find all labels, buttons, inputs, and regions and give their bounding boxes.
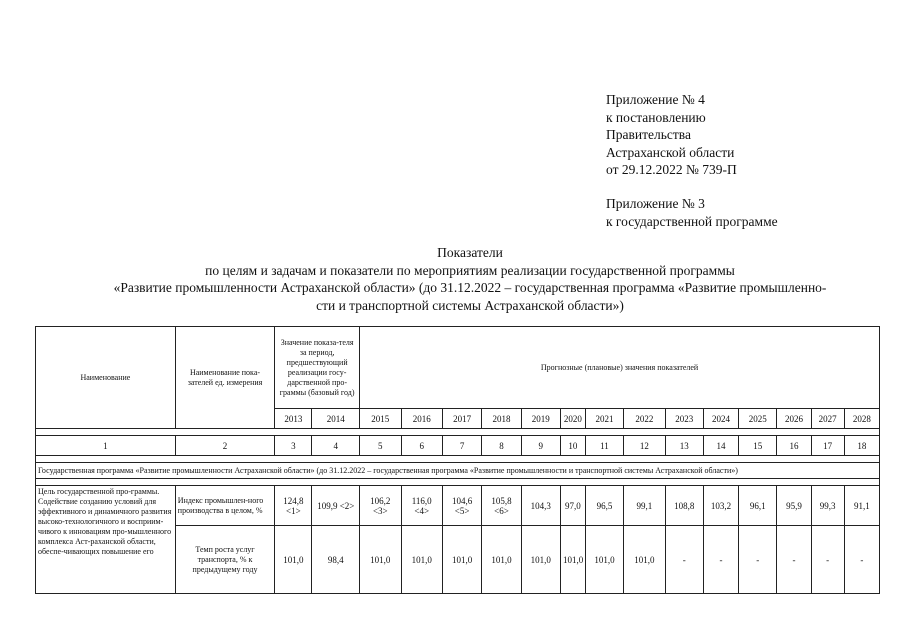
title-line: «Развитие промышленности Астраханской области» (до 31.12.2022 – государственная программа «Развитие промышленно- bbox=[113, 280, 827, 295]
value-cell: - bbox=[844, 526, 879, 594]
appendix-block bbox=[606, 91, 778, 230]
appendix-line: Приложение № 3 bbox=[606, 195, 705, 211]
column-number: 17 bbox=[811, 436, 844, 456]
value-cell: 96,5 bbox=[585, 486, 623, 526]
value-cell: 101,0 bbox=[521, 526, 560, 594]
year-cell: 2022 bbox=[624, 409, 665, 429]
value-cell: 99,3 bbox=[811, 486, 844, 526]
year-cell: 2026 bbox=[777, 409, 811, 429]
appendix-line: к постановлению bbox=[606, 109, 706, 125]
title-line: Показатели bbox=[437, 245, 503, 260]
document-title bbox=[60, 244, 880, 314]
column-number: 8 bbox=[482, 436, 521, 456]
column-number: 3 bbox=[275, 436, 312, 456]
year-cell: 2024 bbox=[703, 409, 738, 429]
title-line: по целям и задачам и показатели по мероприятиям реализации государственной программы bbox=[205, 262, 735, 278]
value-cell: - bbox=[777, 526, 811, 594]
header-row bbox=[36, 327, 880, 409]
value-cell: 104,3 bbox=[521, 486, 560, 526]
value-cell: 103,2 bbox=[703, 486, 738, 526]
header-indicator: Наименование пока-зателей ед. измерения bbox=[175, 327, 274, 429]
indicator-cell: Темп роста услуг транспорта, % к предыдущему году bbox=[175, 526, 274, 594]
value-cell: 95,9 bbox=[777, 486, 811, 526]
separator-row bbox=[36, 429, 880, 436]
column-number: 13 bbox=[665, 436, 703, 456]
year-cell: 2020 bbox=[560, 409, 585, 429]
column-number: 16 bbox=[777, 436, 811, 456]
appendix-line: от 29.12.2022 № 739-П bbox=[606, 162, 737, 178]
column-number: 18 bbox=[844, 436, 879, 456]
separator-row bbox=[36, 456, 880, 463]
value-cell: 105,8 <6> bbox=[482, 486, 521, 526]
program-title-cell: Государственная программа «Развитие промышленности Астраханской области» (до 31.12.2022 – государственная программа «Развитие промышленности и транспортной системы Астраханской области») bbox=[36, 463, 880, 479]
value-cell: 108,8 bbox=[665, 486, 703, 526]
year-cell: 2025 bbox=[739, 409, 777, 429]
column-number: 5 bbox=[360, 436, 401, 456]
value-cell: - bbox=[703, 526, 738, 594]
value-cell: - bbox=[811, 526, 844, 594]
value-cell: 97,0 bbox=[560, 486, 585, 526]
column-number: 9 bbox=[521, 436, 560, 456]
column-number: 1 bbox=[36, 436, 176, 456]
value-cell: 101,0 bbox=[624, 526, 665, 594]
column-number: 2 bbox=[175, 436, 274, 456]
value-cell: 101,0 bbox=[275, 526, 312, 594]
column-number: 10 bbox=[560, 436, 585, 456]
title-line: сти и транспортной системы Астраханской области») bbox=[316, 297, 624, 313]
column-number: 15 bbox=[739, 436, 777, 456]
year-cell: 2016 bbox=[401, 409, 442, 429]
appendix-line: к государственной программе bbox=[606, 213, 778, 229]
indicator-cell: Индекс промышлен-ного производства в целом, % bbox=[175, 486, 274, 526]
year-cell: 2023 bbox=[665, 409, 703, 429]
header-forecast: Прогнозные (плановые) значения показателей bbox=[360, 327, 880, 409]
column-number: 12 bbox=[624, 436, 665, 456]
value-cell: 101,0 bbox=[585, 526, 623, 594]
appendix-line: Астраханской области bbox=[606, 144, 735, 160]
separator-row bbox=[36, 479, 880, 486]
appendix-line: Правительства bbox=[606, 127, 691, 143]
value-cell: 98,4 bbox=[312, 526, 360, 594]
value-cell: 101,0 bbox=[560, 526, 585, 594]
year-cell: 2018 bbox=[482, 409, 521, 429]
value-cell: 101,0 bbox=[401, 526, 442, 594]
year-cell: 2027 bbox=[811, 409, 844, 429]
value-cell: 124,8 <1> bbox=[275, 486, 312, 526]
appendix-gap bbox=[606, 179, 778, 195]
value-cell: 116,0 <4> bbox=[401, 486, 442, 526]
header-name: Наименование bbox=[36, 327, 176, 429]
year-cell: 2015 bbox=[360, 409, 401, 429]
value-cell: 91,1 bbox=[844, 486, 879, 526]
program-row bbox=[36, 463, 880, 479]
year-cell: 2017 bbox=[442, 409, 481, 429]
value-cell: 99,1 bbox=[624, 486, 665, 526]
value-cell: 96,1 bbox=[739, 486, 777, 526]
year-cell: 2028 bbox=[844, 409, 879, 429]
value-cell: 101,0 bbox=[482, 526, 521, 594]
column-numbers-row bbox=[36, 436, 880, 456]
value-cell: - bbox=[665, 526, 703, 594]
goal-cell: Цель государственной про-граммы. Содействие созданию условий для эффективного и динамичного развития высоко-технологичного и восприим-чивого к инновациям про-мышленного комплекса Аст-раханской области, обеспе-чивающих повышение его bbox=[36, 486, 176, 594]
column-number: 4 bbox=[312, 436, 360, 456]
year-cell: 2013 bbox=[275, 409, 312, 429]
column-number: 11 bbox=[585, 436, 623, 456]
value-cell: 109,9 <2> bbox=[312, 486, 360, 526]
year-cell: 2019 bbox=[521, 409, 560, 429]
year-cell: 2021 bbox=[585, 409, 623, 429]
column-number: 14 bbox=[703, 436, 738, 456]
column-number: 7 bbox=[442, 436, 481, 456]
value-cell: 101,0 bbox=[360, 526, 401, 594]
table-row bbox=[36, 486, 880, 526]
column-number: 6 bbox=[401, 436, 442, 456]
value-cell: 104,6 <5> bbox=[442, 486, 481, 526]
header-base: Значение показа-теля за период, предшествующий реализации госу-дарственной про-граммы (базовый год) bbox=[275, 327, 360, 409]
value-cell: - bbox=[739, 526, 777, 594]
year-cell: 2014 bbox=[312, 409, 360, 429]
value-cell: 101,0 bbox=[442, 526, 481, 594]
appendix-line: Приложение № 4 bbox=[606, 92, 705, 107]
value-cell: 106,2 <3> bbox=[360, 486, 401, 526]
indicators-table bbox=[35, 326, 880, 594]
